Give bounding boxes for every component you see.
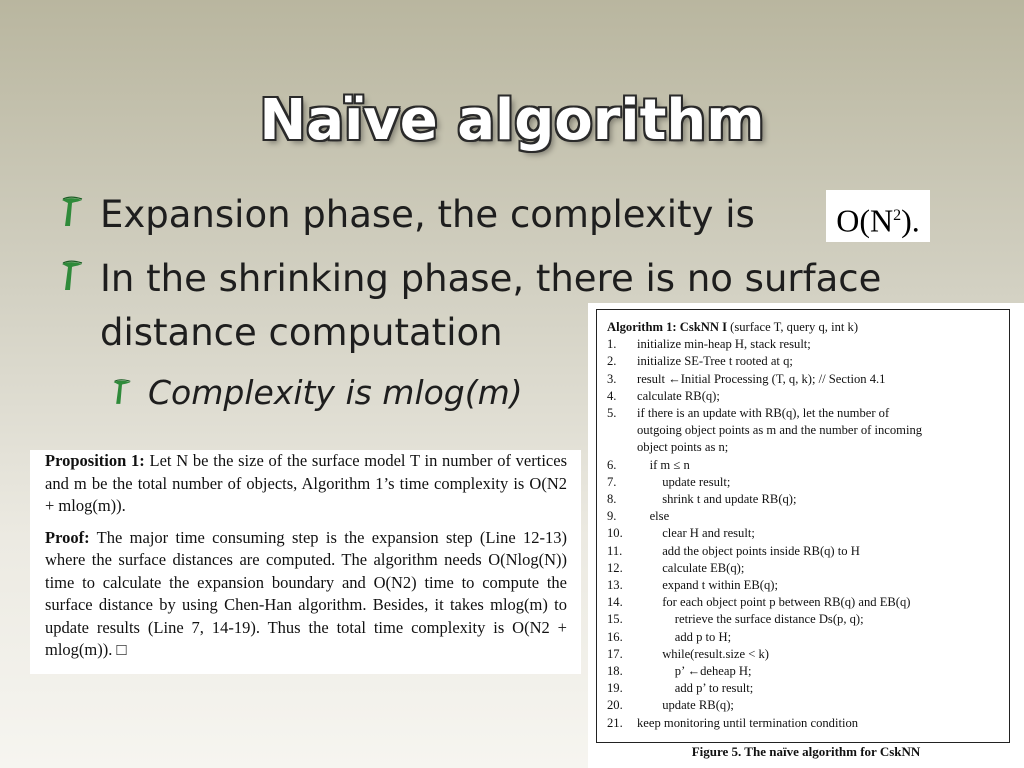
line-text: calculate RB(q); (637, 388, 720, 403)
algorithm-header: Algorithm 1: CskNN I (surface T, query q, int k) (607, 320, 859, 334)
line-number: 14. (607, 595, 623, 610)
algorithm-line (607, 663, 1003, 680)
algorithm-line (607, 508, 1003, 525)
algorithm-line (607, 422, 1003, 439)
bullet-mark-icon (60, 196, 84, 230)
line-text: outgoing object points as m and the number of incoming (637, 423, 923, 438)
line-number: 8. (607, 492, 617, 507)
figure-caption: Figure 5. The naïve algorithm for CskNN (691, 744, 921, 759)
line-text: add p to H; (637, 629, 732, 644)
algorithm-line (607, 474, 1003, 491)
algorithm-line (607, 697, 1003, 714)
line-text: retrieve the surface distance Ds(p, q); (637, 612, 864, 627)
algorithm-line (607, 405, 1003, 422)
proposition-text: Let N be the size of the surface model T in number of vertices and m be the total number of objects, Algorithm 1’s time complexity is O(N2 + mlog(m)). (45, 451, 567, 515)
algorithm-line (607, 629, 1003, 646)
line-number: 5. (607, 406, 617, 421)
algorithm-line (607, 715, 1003, 732)
line-number: 3. (607, 371, 617, 386)
line-text: if m ≤ n (637, 457, 690, 472)
algorithm-line (607, 371, 1003, 388)
line-text: update RB(q); (637, 698, 734, 713)
line-text: initialize min-heap H, stack result; (637, 337, 811, 352)
proposition-paragraph (45, 450, 567, 518)
line-number: 12. (607, 560, 623, 575)
line-number: 20. (607, 698, 623, 713)
line-text: add the object points inside RB(q) to H (637, 543, 860, 558)
line-number: 15. (607, 612, 623, 627)
line-text: expand t within EB(q); (637, 578, 778, 593)
proposition-heading: Proposition 1: (45, 451, 145, 470)
algorithm-line (607, 388, 1003, 405)
bullet-mark-icon (112, 378, 132, 408)
algorithm-line (607, 611, 1003, 628)
line-text: calculate EB(q); (637, 560, 745, 575)
line-number: 10. (607, 526, 623, 541)
line-text: if there is an update with RB(q), let the number of (637, 406, 890, 421)
line-text: while(result.size < k) (637, 646, 769, 661)
algorithm-figure (588, 303, 1024, 768)
algorithm-line (607, 594, 1003, 611)
algorithm-line (607, 646, 1003, 663)
line-text: for each object point p between RB(q) and EB(q) (637, 595, 911, 610)
sub-bullet-complexity: Complexity is mlog(m) (148, 373, 523, 412)
algorithm-line (607, 543, 1003, 560)
algorithm-lines (607, 336, 1003, 732)
line-number: 2. (607, 354, 617, 369)
line-text: object points as n; (637, 440, 729, 455)
bullet-text: In the shrinking phase, there is no surface distance computation (100, 257, 882, 354)
algorithm-line (607, 577, 1003, 594)
line-text: else (637, 509, 670, 524)
line-text: update result; (637, 474, 731, 489)
line-text: initialize SE-Tree t rooted at q; (637, 354, 793, 369)
line-number: 6. (607, 457, 617, 472)
line-number: 18. (607, 664, 623, 679)
line-text: add p’ to result; (637, 681, 754, 696)
line-text: keep monitoring until termination condition (637, 715, 859, 730)
line-number: 17. (607, 646, 623, 661)
line-number: 4. (607, 388, 617, 403)
proof-heading: Proof: (45, 527, 90, 547)
algorithm-line (607, 457, 1003, 474)
algorithm-line (607, 336, 1003, 353)
line-number: 21. (607, 715, 623, 730)
algorithm-line (607, 525, 1003, 542)
algorithm-line (607, 439, 1003, 456)
line-text: clear H and result; (637, 526, 755, 541)
line-number: 7. (607, 474, 617, 489)
algorithm-line (607, 560, 1003, 577)
line-text: shrink t and update RB(q); (637, 492, 797, 507)
line-text: result ←Initial Processing (T, q, k); // Section 4.1 (637, 371, 886, 386)
line-number: 16. (607, 629, 623, 644)
line-number: 13. (607, 578, 623, 593)
bullet-expansion-phase (100, 188, 755, 242)
line-number: 9. (607, 509, 617, 524)
algorithm-box (596, 309, 1010, 743)
proof-text: The major time consuming step is the expansion step (Line 12-13) where the surface distances are computed. The algorithm needs O(Nlog(N)) time to calculate the expansion boundary and O(N2) time to compute the surface distance by using Chen-Han algorithm. Besides, it takes mlog(m) to update results (Line 7, 14-19). Thus the total time complexity is O(N2 + mlog(m)). □ (45, 527, 568, 659)
line-text: p’ ←deheap H; (637, 664, 752, 679)
bullet-text: Expansion phase, the complexity is (100, 193, 755, 236)
bullet-mark-icon (60, 260, 84, 294)
line-number: 1. (607, 337, 617, 352)
algorithm-line (607, 353, 1003, 370)
line-number: 11. (607, 543, 623, 558)
complexity-formula-image: $O(N^2)$. (826, 190, 930, 242)
slide-title: Naïve algorithm (259, 88, 765, 153)
line-number: 19. (607, 681, 623, 696)
proof-paragraph (45, 527, 567, 662)
proposition-excerpt (30, 450, 581, 674)
algorithm-line (607, 491, 1003, 508)
algorithm-line (607, 680, 1003, 697)
